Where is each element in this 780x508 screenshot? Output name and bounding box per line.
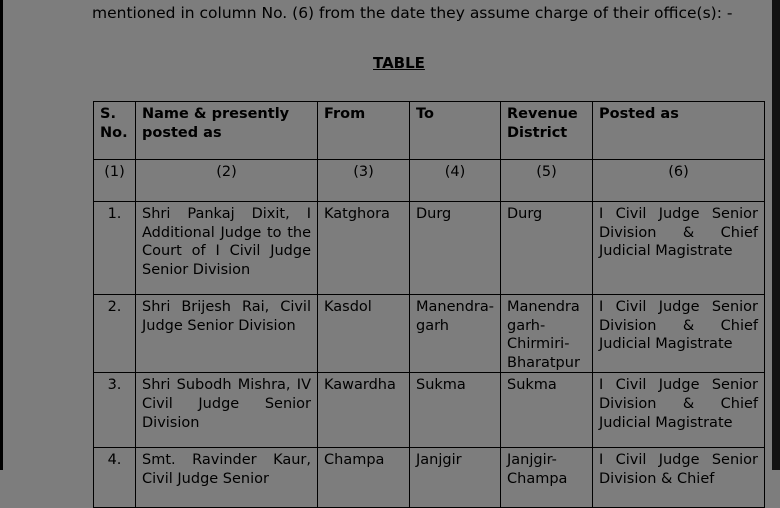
cell-from: Kawardha	[318, 373, 410, 448]
cell-name: Shri Brijesh Rai, Civil Judge Senior Division	[136, 295, 318, 373]
column-number: (5)	[501, 160, 593, 202]
page-right-edge	[772, 0, 780, 470]
header-to: To	[410, 102, 501, 160]
column-number: (4)	[410, 160, 501, 202]
cell-from: Kasdol	[318, 295, 410, 373]
column-number: (6)	[593, 160, 765, 202]
header-name	[136, 102, 318, 160]
header-posted-as: Posted as	[593, 102, 765, 160]
posting-table	[93, 101, 765, 508]
cell-to: Sukma	[410, 373, 501, 448]
table-row	[94, 373, 765, 448]
header-from: From	[318, 102, 410, 160]
cell-name: Shri Pankaj Dixit, I Additional Judge to the Court of I Civil Judge Senior Division	[136, 202, 318, 295]
column-number-row	[94, 160, 765, 202]
cell-sno: 1.	[94, 202, 136, 295]
column-number: (1)	[94, 160, 136, 202]
table-row	[94, 202, 765, 295]
header-district: Revenue District	[501, 102, 593, 160]
cell-district: Sukma	[501, 373, 593, 448]
header-sno: S. No.	[94, 102, 136, 160]
cell-district: Durg	[501, 202, 593, 295]
cell-to: Manendra-garh	[410, 295, 501, 373]
cell-posted-as: I Civil Judge Senior Division & Chief Judicial Magistrate	[593, 373, 765, 448]
cell-sno: 3.	[94, 373, 136, 448]
cell-posted-as: I Civil Judge Senior Division & Chief	[593, 448, 765, 508]
intro-text: mentioned in column No. (6) from the date they assume charge of their office(s): -	[92, 4, 733, 22]
cell-sno: 4.	[94, 448, 136, 508]
table-heading: TABLE	[373, 54, 425, 72]
table-header-row	[94, 102, 765, 160]
cell-name: Smt. Ravinder Kaur, Civil Judge Senior	[136, 448, 318, 508]
column-number: (3)	[318, 160, 410, 202]
cell-to: Janjgir	[410, 448, 501, 508]
column-number: (2)	[136, 160, 318, 202]
cell-posted-as: I Civil Judge Senior Division & Chief Judicial Magistrate	[593, 295, 765, 373]
cell-to: Durg	[410, 202, 501, 295]
cell-posted-as: I Civil Judge Senior Division & Chief Judicial Magistrate	[593, 202, 765, 295]
cell-name: Shri Subodh Mishra, IV Civil Judge Senior Division	[136, 373, 318, 448]
page-left-edge	[0, 0, 3, 470]
cell-from: Champa	[318, 448, 410, 508]
table-row	[94, 448, 765, 508]
cell-sno: 2.	[94, 295, 136, 373]
cell-from: Katghora	[318, 202, 410, 295]
cell-district: Manendra garh-Chirmiri-Bharatpur	[501, 295, 593, 373]
table-row	[94, 295, 765, 373]
header-name-text: Name & presently posted as	[142, 106, 290, 141]
cell-district: Janjgir-Champa	[501, 448, 593, 508]
